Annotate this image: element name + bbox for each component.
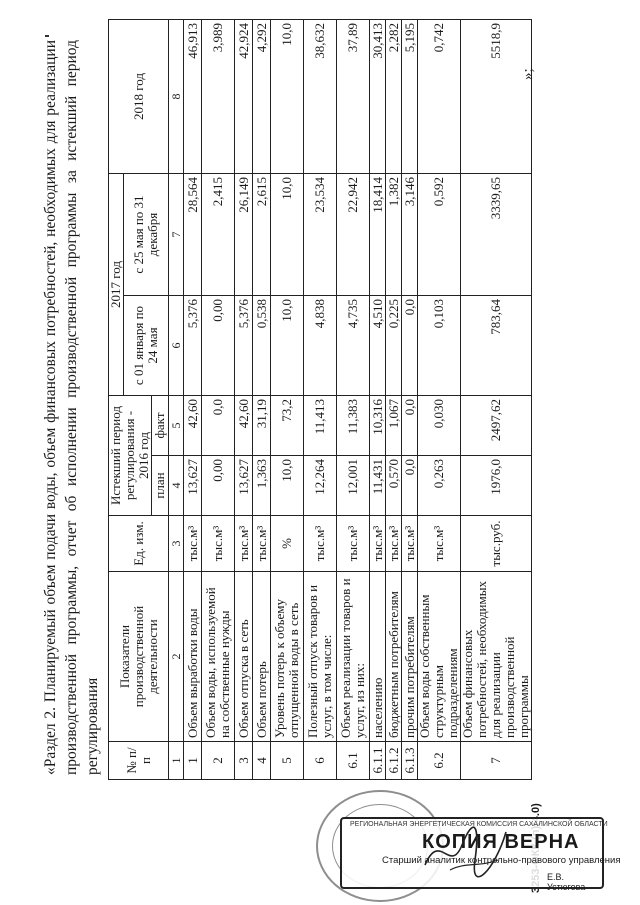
row-fact: 42,60: [184, 396, 202, 456]
row-plan: 12,264: [304, 456, 337, 516]
col-number: 2: [169, 572, 184, 742]
row-plan: 12,001: [337, 456, 370, 516]
header-unit: Ед. изм.: [109, 516, 169, 572]
row-name: населению: [370, 572, 386, 742]
stamp-name: Е.В. Устюгова: [547, 872, 586, 892]
table-row: [235, 20, 253, 780]
row-unit: тыс.м³: [304, 516, 337, 572]
row-2018: 2,282: [386, 20, 402, 174]
row-fact: 1,067: [386, 396, 402, 456]
row-unit: тыс.м³: [370, 516, 386, 572]
section-heading: «Раздел 2. Планируемый объем подачи воды, объем финансовых потребностей, необходимых для реализации производственной программы, отчет об исполнении производственной программы за истекший период регулирования: [42, 40, 101, 775]
row-plan: 10,0: [271, 456, 304, 516]
row-2017-part2: 3,146: [402, 174, 418, 296]
row-2018: 5518,9: [461, 20, 532, 174]
row-2018: 37,89: [337, 20, 370, 174]
row-fact: 73,2: [271, 396, 304, 456]
table-row: [271, 20, 304, 780]
row-plan: 0,570: [386, 456, 402, 516]
header-2017: 2017 год: [109, 174, 124, 396]
col-number: 4: [169, 456, 184, 516]
row-num: 3: [235, 742, 253, 780]
production-program-table: [108, 19, 532, 780]
row-name: Объем финансовых потребностей, необходимых для реализации производственной программы: [461, 572, 532, 742]
row-name: Полезный отпуск товаров и услуг, в том числе:: [304, 572, 337, 742]
row-plan: 0,00: [202, 456, 235, 516]
row-plan: 0,0: [402, 456, 418, 516]
row-2017-part2: 26,149: [235, 174, 253, 296]
row-2018: 5,195: [402, 20, 418, 174]
row-name: Объем потерь: [253, 572, 271, 742]
row-2017-part1: 5,376: [184, 296, 202, 396]
row-2018: 4,292: [253, 20, 271, 174]
row-unit: тыс.м³: [418, 516, 461, 572]
row-2017-part2: 2,615: [253, 174, 271, 296]
col-number: 8: [169, 20, 184, 174]
row-num: 6.1: [337, 742, 370, 780]
row-2017-part2: 1,382: [386, 174, 402, 296]
row-name: Объем реализации товаров и услуг, из них:: [337, 572, 370, 742]
row-2017-part1: 4,838: [304, 296, 337, 396]
row-fact: 42,60: [235, 396, 253, 456]
stamp-title: КОПИЯ ВЕРНА: [422, 831, 580, 853]
header-2017-part2: с 25 мая по 31 декабря: [124, 174, 169, 296]
header-indicator: Показатели производственной деятельности: [109, 572, 169, 742]
col-number: 1: [169, 742, 184, 780]
row-unit: тыс.руб.: [461, 516, 532, 572]
row-fact: 31,19: [253, 396, 271, 456]
table-row: [418, 20, 461, 780]
header-period-2016: Истекший период регулирования - 2016 год: [109, 396, 152, 516]
row-2018: 38,632: [304, 20, 337, 174]
row-plan: 11,431: [370, 456, 386, 516]
row-num: 6.1.1: [370, 742, 386, 780]
col-number: 6: [169, 296, 184, 396]
header-num: № п/п: [109, 742, 169, 780]
table-row: [253, 20, 271, 780]
row-num: 6.1.3: [402, 742, 418, 780]
row-num: 6: [304, 742, 337, 780]
row-fact: 2497,62: [461, 396, 532, 456]
row-2018: 30,413: [370, 20, 386, 174]
closing-quote: »;: [520, 68, 536, 80]
signature-icon: [420, 820, 510, 880]
row-name: Объем отпуска в сеть: [235, 572, 253, 742]
row-2017-part1: 4,735: [337, 296, 370, 396]
row-2017-part1: 5,376: [235, 296, 253, 396]
row-fact: 0,0: [402, 396, 418, 456]
row-unit: тыс.м³: [337, 516, 370, 572]
row-name: Объем воды, используемой на собственные нужды: [202, 572, 235, 742]
row-num: 4: [253, 742, 271, 780]
row-2017-part1: 0,225: [386, 296, 402, 396]
row-unit: тыс.м³: [184, 516, 202, 572]
row-fact: 11,413: [304, 396, 337, 456]
row-plan: 1976,0: [461, 456, 532, 516]
row-2018: 10,0: [271, 20, 304, 174]
header-plan: план: [152, 456, 169, 516]
row-2017-part1: 0,538: [253, 296, 271, 396]
row-2018: 0,742: [418, 20, 461, 174]
row-2017-part1: 0,0: [402, 296, 418, 396]
row-2017-part2: 22,942: [337, 174, 370, 296]
row-name: Объем выработки воды: [184, 572, 202, 742]
col-number: 7: [169, 174, 184, 296]
stamp-position: Старший аналитик контрольно-правового управления: [382, 855, 621, 866]
row-name: Уровень потерь к объему отпущенной воды в сеть: [271, 572, 304, 742]
row-name: бюджетным потребителям: [386, 572, 402, 742]
row-num: 6.2: [418, 742, 461, 780]
row-plan: 13,627: [235, 456, 253, 516]
row-2018: 42,924: [235, 20, 253, 174]
row-num: 5: [271, 742, 304, 780]
row-num: 6.1.2: [386, 742, 402, 780]
table-row: [461, 20, 532, 780]
row-2017-part2: 0,592: [418, 174, 461, 296]
table-row: [386, 20, 402, 780]
row-fact: 0,0: [202, 396, 235, 456]
row-2018: 46,913: [184, 20, 202, 174]
row-fact: 0,030: [418, 396, 461, 456]
row-unit: тыс.м³: [235, 516, 253, 572]
table-row: [184, 20, 202, 780]
scan-mark: [45, 35, 49, 37]
col-number: 3: [169, 516, 184, 572]
row-2017-part1: 0,103: [418, 296, 461, 396]
row-2017-part1: 0,00: [202, 296, 235, 396]
row-unit: %: [271, 516, 304, 572]
row-unit: тыс.м³: [402, 516, 418, 572]
col-number: 5: [169, 396, 184, 456]
table-row: [304, 20, 337, 780]
header-fact: факт: [152, 396, 169, 456]
row-unit: тыс.м³: [386, 516, 402, 572]
row-name: Объем воды собственным структурным подразделениям: [418, 572, 461, 742]
row-2017-part2: 23,534: [304, 174, 337, 296]
row-fact: 10,316: [370, 396, 386, 456]
header-2017-part1: с 01 января по 24 мая: [124, 296, 169, 396]
table-row: [337, 20, 370, 780]
row-2017-part2: 2,415: [202, 174, 235, 296]
row-fact: 11,383: [337, 396, 370, 456]
row-plan: 0,263: [418, 456, 461, 516]
row-2017-part2: 28,564: [184, 174, 202, 296]
row-num: 7: [461, 742, 532, 780]
row-2018: 3,989: [202, 20, 235, 174]
row-unit: тыс.м³: [253, 516, 271, 572]
row-num: 2: [202, 742, 235, 780]
row-2017-part1: 10,0: [271, 296, 304, 396]
row-2017-part2: 3339,65: [461, 174, 532, 296]
row-2017-part1: 4,510: [370, 296, 386, 396]
header-2018: 2018 год: [109, 20, 169, 174]
row-2017-part2: 10,0: [271, 174, 304, 296]
row-unit: тыс.м³: [202, 516, 235, 572]
row-plan: 13,627: [184, 456, 202, 516]
stamp-organization: РЕГИОНАЛЬНАЯ ЭНЕРГЕТИЧЕСКАЯ КОМИССИЯ САХАЛИНСКОЙ ОБЛАСТИ: [350, 821, 608, 828]
table-row: [402, 20, 418, 780]
column-numbers-row: [169, 20, 184, 780]
row-2017-part1: 783,64: [461, 296, 532, 396]
table-row: [370, 20, 386, 780]
row-plan: 1,363: [253, 456, 271, 516]
row-name: прочим потребителям: [402, 572, 418, 742]
table-row: [202, 20, 235, 780]
row-2017-part2: 18,414: [370, 174, 386, 296]
row-num: 1: [184, 742, 202, 780]
